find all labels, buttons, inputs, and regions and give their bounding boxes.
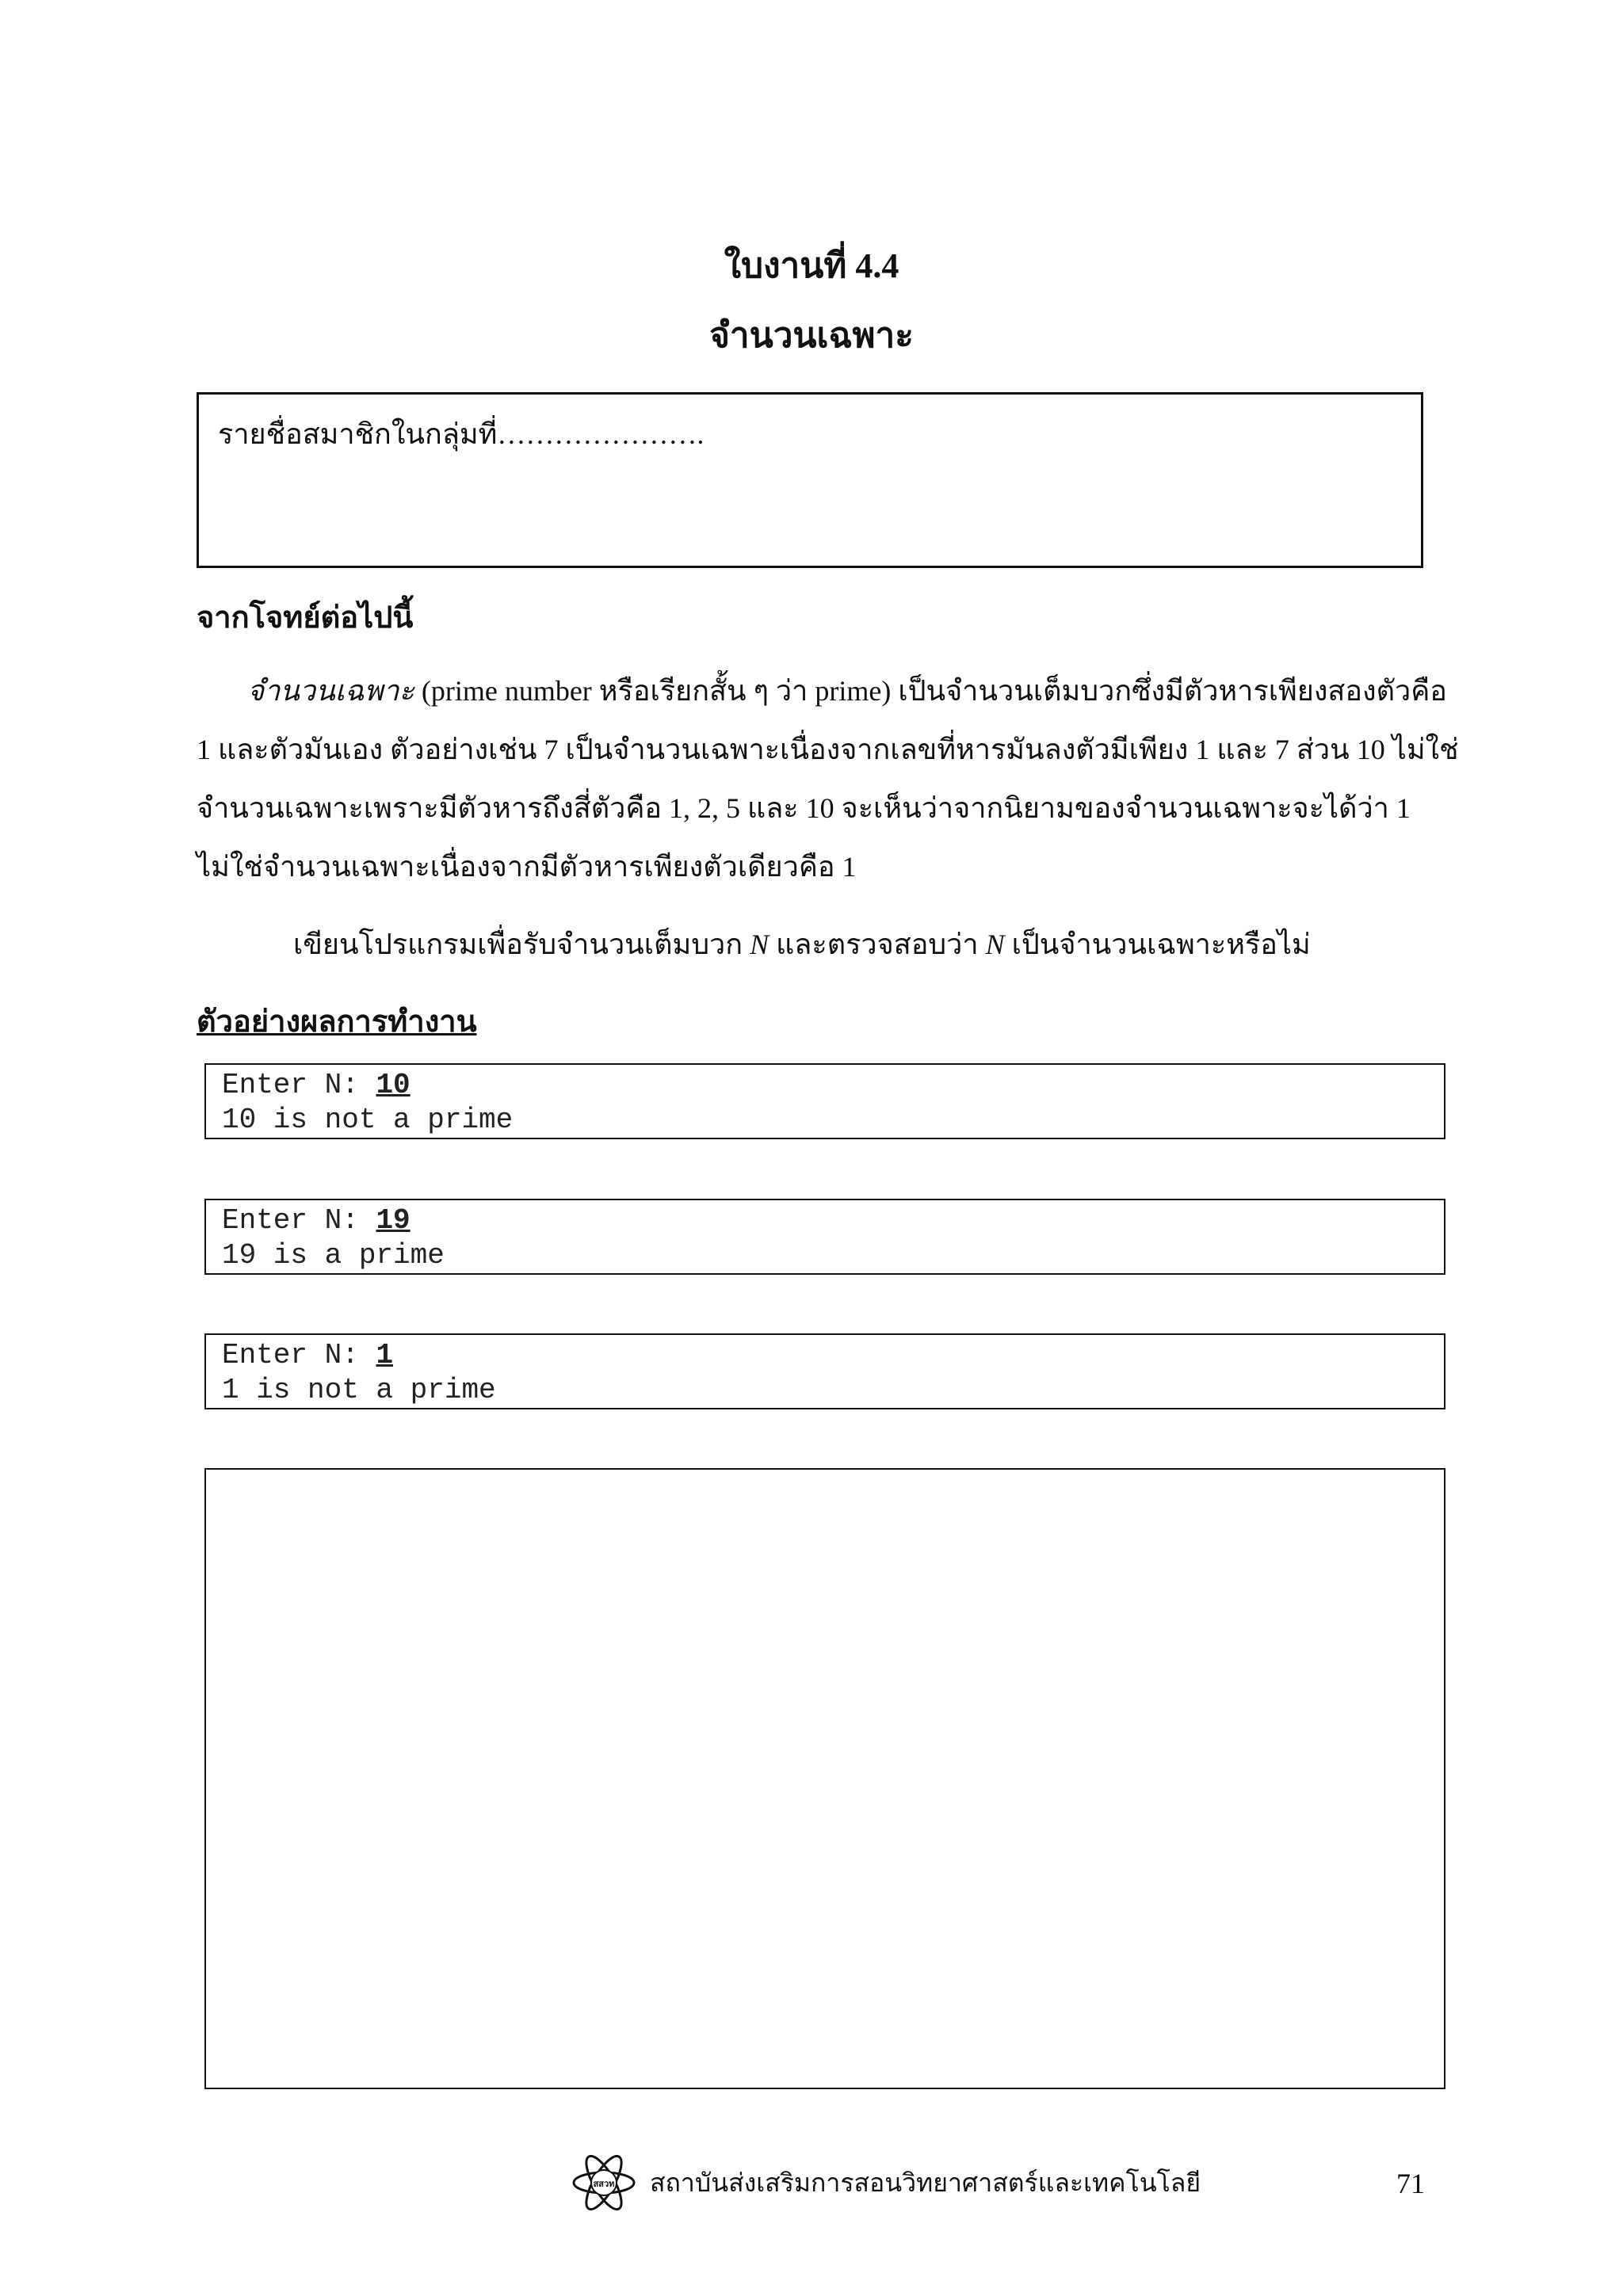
instruction-heading: จากโจทย์ต่อไปนี้: [197, 601, 414, 635]
paragraph-line-2: 1 และตัวมันเอง ตัวอย่างเช่น 7 เป็นจำนวนเฉพาะเนื่องจากเลขที่หารมันลงตัวมีเพียง 1 และ 7 ส่วน 10 ไม่ใช่: [197, 734, 1459, 765]
ipst-logo-icon: [571, 2149, 637, 2216]
example-result-line: 19 is a prime: [222, 1239, 445, 1272]
example-input-line: [222, 1068, 1444, 1103]
prime-definition-paragraph: [197, 662, 1459, 896]
user-input-value: 19: [376, 1204, 411, 1237]
worksheet-title: ใบงานที่ 4.4: [724, 246, 899, 285]
user-input-value: 1: [376, 1339, 394, 1371]
example-input-line: [222, 1203, 1444, 1238]
task-text-2: และตรวจสอบว่า: [769, 929, 986, 960]
paragraph-line-1: [197, 662, 1447, 720]
group-members-box: [197, 392, 1423, 568]
example-output-box: [204, 1063, 1445, 1139]
group-label: รายชื่อสมาชิกในกลุ่มที่………………….: [218, 418, 705, 450]
term-prime: จำนวนเฉพาะ: [247, 675, 414, 707]
user-input-value: 10: [376, 1069, 411, 1101]
worksheet-subtitle: จำนวนเฉพาะ: [709, 316, 914, 355]
example-result-line: 1 is not a prime: [222, 1374, 496, 1406]
institution-name: สถาบันส่งเสริมการสอนวิทยาศาสตร์และเทคโนโลยี: [650, 2168, 1201, 2197]
input-prompt: Enter N:: [222, 1339, 376, 1371]
task-statement: [293, 915, 1419, 974]
example-result-line: 10 is not a prime: [222, 1104, 514, 1136]
task-text-1: เขียนโปรแกรมเพื่อรับจำนวนเต็มบวก: [293, 929, 750, 960]
logo-text: สสวท: [593, 2179, 615, 2189]
example-heading: ตัวอย่างผลการทำงาน: [197, 1005, 477, 1039]
paragraph-line-4: ไม่ใช่จำนวนเฉพาะเนื่องจากมีตัวหารเพียงตัวเดียวคือ 1: [197, 851, 857, 883]
paragraph-line-1-text: (prime number หรือเรียกสั้น ๆ ว่า prime) เป็นจำนวนเต็มบวกซึ่งมีตัวหารเพียงสองตัวคือ: [414, 675, 1447, 707]
answer-area[interactable]: [204, 1468, 1445, 2089]
input-prompt: Enter N:: [222, 1204, 376, 1237]
page-number: 71: [1396, 2168, 1425, 2199]
example-output-box: [204, 1199, 1445, 1275]
task-var-n-2: N: [985, 929, 1005, 960]
paragraph-line-3: จำนวนเฉพาะเพราะมีตัวหารถึงสี่ตัวคือ 1, 2, 5 และ 10 จะเห็นว่าจากนิยามของจำนวนเฉพาะจะได้ว่า 1: [197, 792, 1411, 824]
task-var-n-1: N: [750, 929, 769, 960]
input-prompt: Enter N:: [222, 1069, 376, 1101]
example-output-box: [204, 1333, 1445, 1409]
task-text-3: เป็นจำนวนเฉพาะหรือไม่: [1004, 929, 1311, 960]
page-footer: [571, 2147, 1201, 2218]
example-input-line: [222, 1338, 1444, 1373]
